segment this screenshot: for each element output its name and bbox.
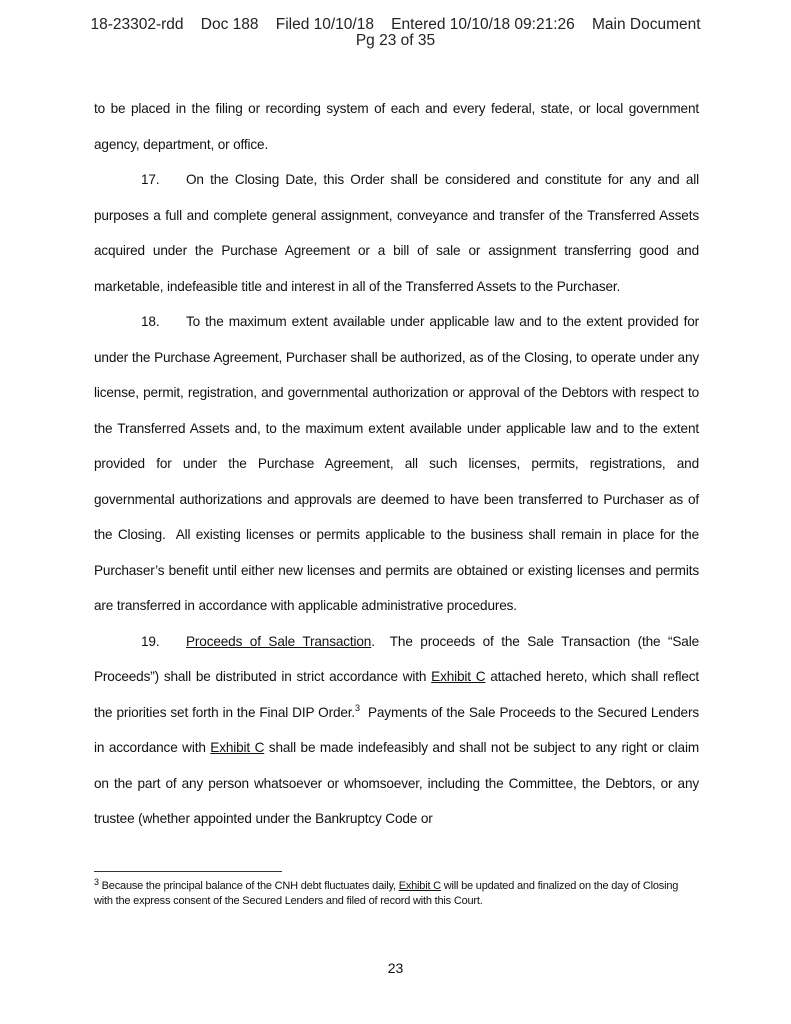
paragraph-17 (94, 162, 699, 304)
paragraph-text: Payments of the Sale Proceeds to the Secured Lenders in accordance with (94, 704, 703, 755)
exhibit-reference: Exhibit C (210, 740, 265, 755)
page-count-line: Pg 23 of 35 (355, 32, 436, 49)
footnote-reference: 3 (355, 702, 360, 713)
paragraph-19 (94, 624, 703, 837)
footnote-marker: 3 (94, 877, 99, 887)
paragraph-18 (94, 304, 703, 624)
paragraph-number: 18. (141, 314, 160, 329)
document-body (94, 91, 703, 837)
footnote-text: Because the principal balance of the CNH debt fluctuates daily, (98, 880, 399, 892)
exhibit-reference: Exhibit C (398, 880, 441, 892)
paragraph-text: . The proceeds of the Sale Transaction (the “Sale Proceeds”) shall be distributed in strict accordance with (94, 633, 703, 684)
page-header (0, 17, 791, 49)
paragraph-text: On the Closing Date, this Order shall be considered and constitute for any and all purposes a full and complete general assignment, conveyance and transfer of the Transferred Assets acquired under the Purchase Agreement or a bill of sale or assignment transferring good and marketable, indefeasible title and interest in all of the Transferred Assets to the Purchaser. (94, 172, 699, 294)
paragraph-continued: to be placed in the filing or recording system of each and every federal, state, or local government agency, department, or office. (94, 101, 699, 152)
paragraph-number: 19. (141, 633, 160, 649)
footnote-separator (94, 871, 282, 872)
paragraph-text: attached hereto, which shall reflect the priorities set forth in the Final DIP Order. (94, 669, 700, 720)
paragraph-number: 17. (141, 172, 160, 187)
case-caption-line: 18-23302-rdd Doc 188 Filed 10/10/18 Entered 10/10/18 09:21:26 Main Document (90, 16, 701, 33)
footnote (94, 879, 699, 909)
exhibit-reference: Exhibit C (431, 669, 486, 684)
paragraph-text: To the maximum extent available under applicable law and to the extent provided for under the Purchase Agreement, Purchaser shall be authorized, as of the Closing, to operate under any license, permit, registration, and governmental authorization or approval of the Debtors with respect to the Transferred Assets and, to the maximum extent available under applicable law and to the extent provided for under the Purchase Agreement, all such licenses, permits, registrations, and governmental authorizations and approvals are deemed to have been transferred to Purchaser as of the Closing. All existing licenses or permits applicable to the business shall remain in place for the Purchaser’s benefit until either new licenses and permits are obtained or existing licenses and permits are transferred in accordance with applicable administrative procedures. (94, 314, 703, 613)
section-heading: Proceeds of Sale Transaction (186, 633, 372, 649)
footnote-text: will be updated and finalized on the day of Closing with the express consent of the Secured Lenders and filed of record with this Court. (94, 880, 679, 907)
paragraph-text: shall be made indefeasibly and shall not be subject to any right or claim on the part of any person whatsoever or whomsoever, including the Committee, the Debtors, or any trustee (whether appointed under the Bankruptcy Code or (94, 740, 700, 826)
page-number: 23 (387, 960, 404, 976)
